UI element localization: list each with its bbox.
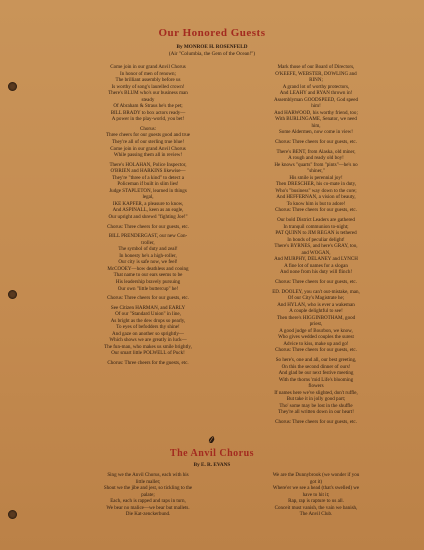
- poem-line: There's BYRNES, and here's GRAY, too,: [274, 243, 358, 250]
- poem-line: Judge STAPLETON, learned in things: [109, 187, 187, 194]
- poem-line: BILL PRENDERGAST, our new Con-: [108, 233, 188, 240]
- poem-line: A grand lot of worthy protectors,: [282, 83, 350, 90]
- poem-line: Of Abraham & Straus he's the pet;: [113, 103, 183, 110]
- poem-line: Our smart little POLWELL of Puck!: [111, 350, 185, 357]
- binder-hole: [8, 290, 17, 299]
- poem-line: Chorus: Three cheers for our guests, etc.: [107, 223, 189, 230]
- poem-line: IKE KAPFER, a pleasure to know,: [112, 200, 184, 207]
- poem-line: In bonds of peculiar delight!: [287, 236, 345, 243]
- poem-line: And glad be our next festive meeting: [278, 370, 354, 377]
- poem-line: priest,: [309, 321, 323, 328]
- poem-line: Chorus:: [140, 125, 156, 132]
- poem-line: him!: [311, 103, 321, 110]
- poem-line: Come join in our grand Anvil Chorus: [110, 64, 186, 70]
- poem-line: PAT QUINN to JIM REGAN is tethered: [275, 230, 357, 237]
- poem-line: Advice to kiss, make up and go!: [283, 340, 349, 347]
- poem-line: There's HOLAHAN, Police Inspector,: [109, 161, 187, 168]
- poem-line: The Anvil Club.: [299, 511, 333, 518]
- poem-line: A rough and ready old boy!: [288, 155, 344, 162]
- poem-line: legal,: [142, 194, 154, 201]
- poem-line: We are the Dunnybrook (we wonder if you: [272, 472, 360, 478]
- poem-line: Sing we the Anvil Chorus, each with his: [107, 472, 189, 478]
- poem-line: have to hit it;: [302, 491, 330, 498]
- poem-line: That name to our ears seems to be: [113, 272, 183, 279]
- poem-line: McCOOEY—how deathless and cooing: [107, 265, 189, 272]
- poem-line: If names here we've slighted, don't ruffle,: [274, 389, 358, 396]
- poem-line: With the thorns 'mid Life's blooming: [278, 376, 354, 383]
- poem-line: Of our "Standard Union" in line,: [115, 311, 181, 318]
- poem-line: Tho' some may be lost in the shuffle: [279, 402, 353, 409]
- poem-line: steady: [141, 96, 155, 103]
- poem-line: And HEFFERNAN, a vision of beauty,: [276, 194, 356, 201]
- poem-line: In tranquil communion to-night;: [283, 223, 349, 230]
- poem-line: There's BLUM who's our business man: [108, 90, 188, 97]
- poem2-title: The Anvil Chorus: [169, 448, 255, 459]
- poem-line: Mark those of our Board of Directors,: [277, 64, 355, 70]
- poem-line: and WOGAN,: [301, 249, 331, 256]
- poem-line: RINN;: [309, 77, 323, 84]
- poem-line: And gaze on another so sprightly—: [112, 330, 184, 337]
- poem-line: Chorus: Three cheers for our guests, etc.: [275, 347, 357, 354]
- poem-line: They're "three of a kind" to detect a: [112, 174, 184, 181]
- poem-line: Three cheers for our guests good and true: [106, 132, 190, 139]
- poem-line: BILL BRADY to box actors ready—: [110, 109, 186, 116]
- poem-line: Come join in our grand Anvil Chorus: [110, 145, 186, 152]
- poem-line: Assemblyman GOODSPEED, God speed: [273, 96, 359, 103]
- poem-line: And HYLAN, who is ever a wakeman: [277, 301, 355, 308]
- poem-line: palate;: [141, 491, 155, 498]
- poem-line: Which shows we are greatly in luck—: [109, 337, 187, 344]
- poem-line: Chorus: Three cheers for the guests, etc.: [107, 359, 189, 366]
- poem-line: But take it in jolly good part;: [286, 396, 346, 403]
- poem-line: Our city is safe now, we feel!: [118, 259, 178, 266]
- poem-line: O'KEEFE, WEBSTER, DOWLING and: [275, 70, 357, 77]
- poem-line: got it): [309, 478, 323, 485]
- poem-line: him,: [311, 122, 321, 129]
- poem-line: O'BRIEN and HARKINS likewise—: [110, 168, 186, 175]
- poem-line: Chorus: Three cheers for our guests, etc.: [107, 295, 189, 302]
- poem-line: Our upright and shrewd "fighting Joe!": [108, 214, 188, 221]
- poem-line: Where'er we see a head (that's swelled) we: [272, 485, 360, 492]
- poem-line: Chorus: Three cheers for our guests, etc.: [275, 278, 357, 285]
- poem-line: ED. DOOLEY, you can't out-mistake, man,: [272, 288, 360, 295]
- poem-line: See Citizen HARMAN, and EARLY: [110, 304, 186, 311]
- poem-line: A couple delightful to see!: [289, 308, 343, 315]
- poem-line: Each, each is rapped and raps in turn,: [110, 498, 186, 505]
- poem-line: They're all written down in our heart!: [278, 409, 354, 416]
- poem-line: And none from his duty will flinch!: [279, 269, 353, 276]
- poem-line: We bear no malice—we bear but mallets.: [106, 504, 190, 511]
- poem-line: In honor of men of renown;: [120, 70, 176, 77]
- poem-line: As bright as the dew drops so pearly,: [110, 317, 186, 324]
- poem-line: Conceit must vanish, the vain we banish,: [274, 504, 358, 511]
- poem-line: So here's, one and all, our best greeting,: [275, 356, 357, 363]
- poem-line: Chorus: Three cheers for our guests, etc.: [275, 418, 357, 425]
- poem-line: Who gives wedded couples the surest: [278, 334, 354, 341]
- poem-title: Our Honored Guests: [158, 27, 266, 39]
- binder-hole: [8, 510, 17, 519]
- poem-line: Policeman if built in slim lies!: [117, 181, 179, 188]
- poem-line: Our own "little buttercup" he!: [117, 285, 179, 292]
- poem-line: Is worthy of song's laurelled crown!: [111, 83, 185, 90]
- poem-tune: (Air "Columbia, the Gem of the Ocean!"): [168, 51, 256, 57]
- poem-line: He knows "quarts" from "pints"—he's no: [274, 161, 358, 168]
- poem-line: Then there's HIGGINBOTHAM, good: [276, 314, 356, 321]
- poem-line: His smile is perennial joy!: [289, 174, 343, 181]
- poem2-column-left: [62, 472, 234, 518]
- poem-line: In honesty he's a high-roller,: [119, 252, 177, 259]
- poem-line: Chorus: Three cheers for our guests, etc.: [275, 207, 357, 214]
- poem-line: A good judge of Bourbon, we know,: [279, 327, 353, 334]
- poem-line: They're all of our sterling true blue!: [111, 139, 185, 146]
- poem-line: To eyes of befodders thy shine!: [116, 324, 180, 331]
- poem-line: Who's "business" way down to the core;: [275, 187, 357, 194]
- poem-line: A fine lot of names for a slogan: [284, 262, 348, 269]
- poem-line: With BURLINGAME, Senator, we need: [275, 116, 357, 123]
- binder-hole: [8, 82, 17, 91]
- poem-line: And HARWOOD, his worthy friend, too;: [274, 109, 358, 116]
- poem-line: A power in the play-world, you bet!: [111, 116, 185, 123]
- poem-column-left: [62, 64, 234, 367]
- poem2-column-right: [230, 472, 402, 518]
- poem-line: Shout we the jibe and jest, so tickling to the: [103, 485, 193, 492]
- poem-line: Some Aldermen, now come in view!: [278, 129, 353, 136]
- poem-line: Our bold District Leaders are gathered: [277, 217, 355, 224]
- poem-line: Chorus: Three cheers for our guests, etc.: [275, 139, 357, 146]
- poem-column-right: [230, 64, 402, 425]
- poem-line: His leadership bravely pursuing: [115, 278, 181, 285]
- poem-line: flowers: [308, 383, 324, 390]
- poem-line: Die Kat-zenckerbund.: [125, 511, 171, 518]
- poem-line: There's BENT, from Alaska, old miner,: [276, 148, 356, 155]
- poem-line: To know him is but to adore!: [286, 200, 346, 207]
- poem-line: "shiner,": [307, 168, 325, 175]
- poem-line: And LEAHY and RYAN thrown in!: [279, 90, 353, 97]
- poem-line: And ASPINALL, keen as an eagle,: [112, 207, 184, 214]
- poem-line: troller,: [141, 239, 155, 246]
- poem-line: While passing them all in review!: [113, 152, 183, 159]
- poem-line: Rap, rap is rapture to us all.: [288, 498, 344, 505]
- poem-line: little mallet;: [135, 478, 161, 485]
- poem-line: The fun-man, who makes us smile brightly,: [104, 343, 192, 350]
- poem-line: Of our City's Magistrate he;: [287, 295, 345, 302]
- leaf-ornament-icon: [207, 435, 217, 445]
- poem2-byline: By E. R. EVANS: [193, 462, 231, 468]
- poem-line: The symbol of duty and zeal!: [118, 246, 178, 253]
- poem-line: Then DRESCHER, his co-mate in duty,: [275, 181, 357, 188]
- poem-line: And MURPHY, DELANEY and LYNCH: [274, 256, 358, 263]
- poem-line: On this the second dinner of ours!: [281, 363, 351, 370]
- poem-byline: By MONROE H. ROSENFELD: [176, 44, 248, 50]
- poem-line: The brilliant assembly before us: [115, 77, 181, 84]
